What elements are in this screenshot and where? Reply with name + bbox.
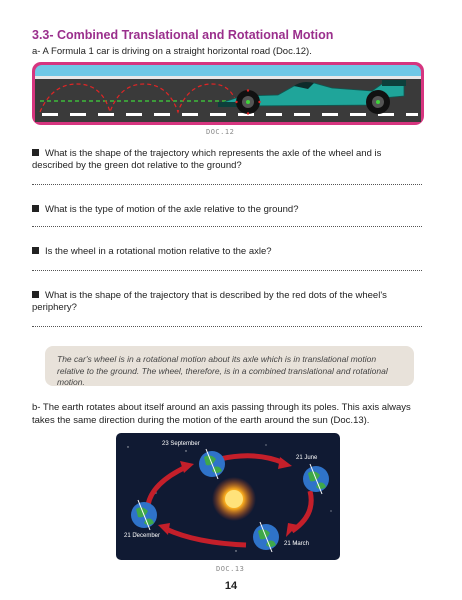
earth-orbit-illustration	[116, 433, 340, 560]
question-text: What is the shape of the trajectory that is described by the red dots of the wheel's periphery?	[32, 290, 387, 313]
answer-line	[32, 184, 422, 185]
question-2	[32, 204, 422, 216]
question-1	[32, 148, 422, 172]
question-4	[32, 290, 422, 314]
label-june: 21 June	[296, 455, 318, 461]
doc12-caption: DOC.12	[206, 128, 235, 136]
bullet-square	[32, 247, 39, 254]
question-text: Is the wheel in a rotational motion relative to the axle?	[45, 246, 272, 257]
question-text: What is the type of motion of the axle relative to the ground?	[45, 204, 299, 215]
label-march: 21 March	[284, 541, 310, 547]
bullet-square	[32, 291, 39, 298]
part-a-intro: a- A Formula 1 car is driving on a straight horizontal road (Doc.12).	[32, 46, 312, 57]
answer-line	[32, 226, 422, 227]
section-title: 3.3- Combined Translational and Rotational Motion	[32, 28, 334, 42]
answer-line	[32, 270, 422, 271]
page-number: 14	[224, 580, 238, 592]
question-3	[32, 246, 422, 258]
answer-line	[32, 326, 422, 327]
question-text: What is the shape of the trajectory which represents the axle of the wheel and is described by the green dot relative to the ground?	[32, 148, 382, 171]
bullet-square	[32, 149, 39, 156]
label-september: 23 September	[162, 441, 200, 447]
label-december: 21 December	[124, 533, 161, 539]
formula-car-illustration	[32, 62, 424, 125]
part-b-text: b- The earth rotates about itself around an axis passing through its poles. This axis always takes the same direction during the motion of the earth around the sun (Doc.13).	[32, 402, 411, 426]
bullet-square	[32, 205, 39, 212]
summary-box: The car's wheel is in a rotational motion about its axle which is in translational motion relative to the ground. The wheel, therefore, is in a combined translational and rotational motion.	[45, 346, 414, 386]
doc13-caption: DOC.13	[216, 565, 245, 573]
